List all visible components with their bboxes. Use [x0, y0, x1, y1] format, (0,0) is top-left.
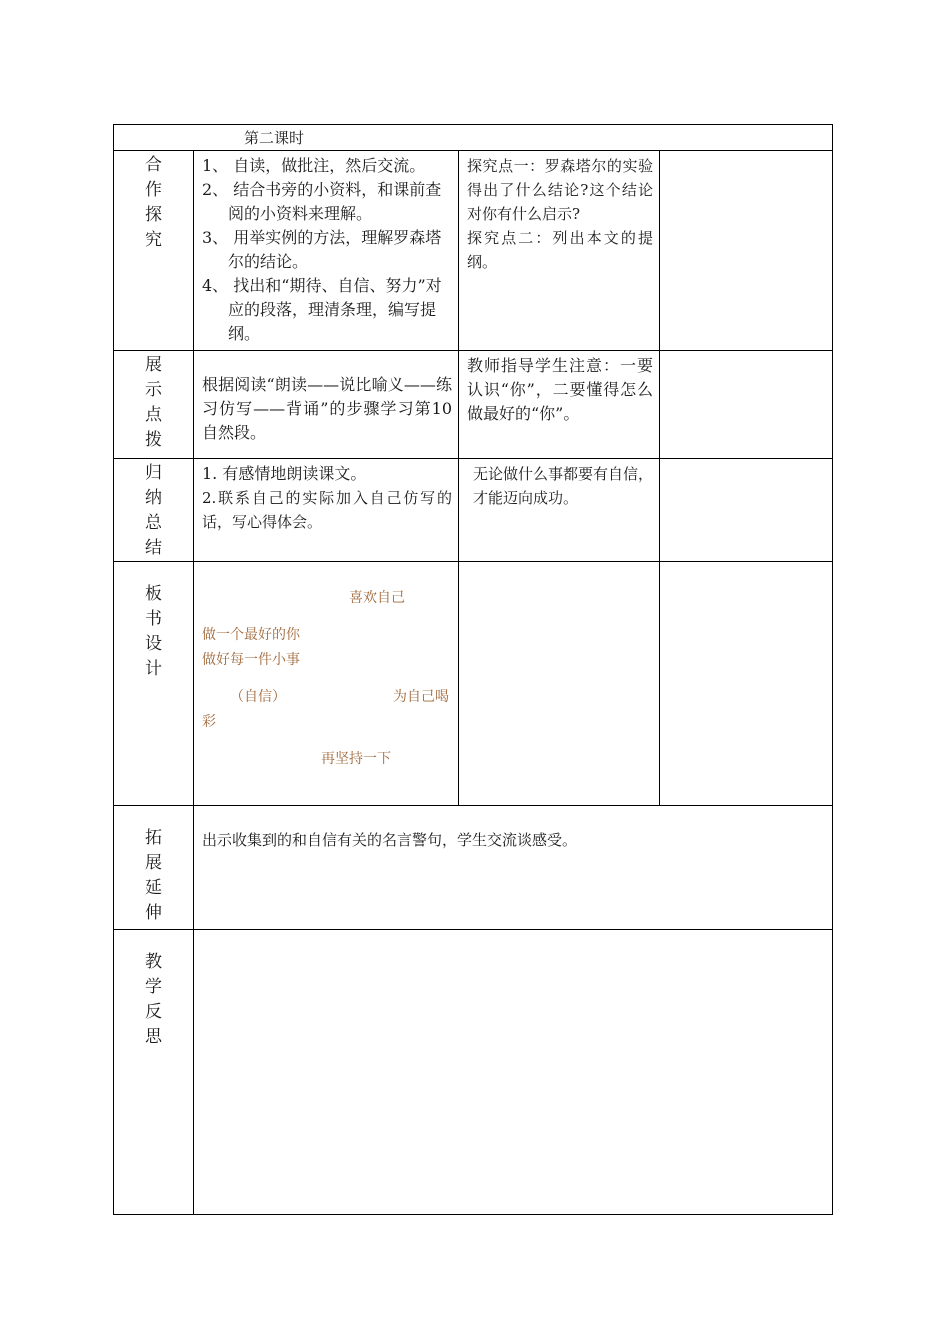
board-line: 做一个最好的你: [202, 627, 300, 643]
board-line: 彩: [202, 714, 216, 730]
step-item: 4、 找出和“期待、自信、努力”对应的段落，理清条理，编写提纲。: [202, 276, 442, 343]
step-item: 2、 结合书旁的小资料，和课前查阅的小资料来理解。: [202, 180, 442, 223]
explore-point-1: 探究点一：罗森塔尔的实验得出了什么结论?这个结论对你有什么启示?: [467, 157, 653, 223]
row-label-reflection: 教 学 反 思: [114, 930, 194, 1215]
board-line: 做好每一件小事: [202, 652, 300, 668]
empty-cell: [459, 562, 660, 806]
board-title: 喜欢自己: [349, 590, 405, 606]
explore-point-2: 探究点二：列出本文的提纲。: [467, 229, 653, 271]
display-guide: 教师指导学生注意：一要认识“你”，二要懂得怎么做最好的“你”。: [459, 351, 660, 459]
empty-cell: [660, 459, 833, 562]
reflection-content: [194, 930, 833, 1215]
row-label-extension: 拓 展 延 伸: [114, 806, 194, 930]
step-item: 3、 用举实例的方法，理解罗森塔尔的结论。: [202, 228, 442, 271]
empty-cell: [660, 151, 833, 351]
row-label-display: 展 示 点 拨: [114, 351, 194, 459]
row-label-board: 板 书 设 计: [114, 562, 194, 806]
lesson-plan-table: [113, 124, 833, 1215]
row-label-cooperation: 合 作 探 究: [114, 151, 194, 351]
empty-cell: [660, 351, 833, 459]
summary-guide: 无论做什么事都要有自信，才能迈向成功。: [459, 459, 660, 562]
display-content: 根据阅读“朗读——说比喻义——练习仿写——背诵”的步骤学习第10自然段。: [194, 351, 459, 459]
board-line: （自信）: [230, 689, 286, 705]
board-line: 为自己喝: [393, 689, 449, 705]
cooperation-steps: [194, 151, 459, 351]
board-line: 再坚持一下: [321, 751, 391, 767]
cooperation-guide: [459, 151, 660, 351]
board-design: [194, 562, 459, 806]
empty-cell: [660, 562, 833, 806]
summary-content: 1. 有感情地朗读课文。 2.联系自己的实际加入自己仿写的话，写心得体会。: [194, 459, 459, 562]
lesson-header: 第二课时: [114, 125, 833, 151]
extension-content: 出示收集到的和自信有关的名言警句，学生交流谈感受。: [194, 806, 833, 930]
step-item: 1、 自读，做批注，然后交流。: [202, 156, 426, 175]
row-label-summary: 归 纳 总 结: [114, 459, 194, 562]
